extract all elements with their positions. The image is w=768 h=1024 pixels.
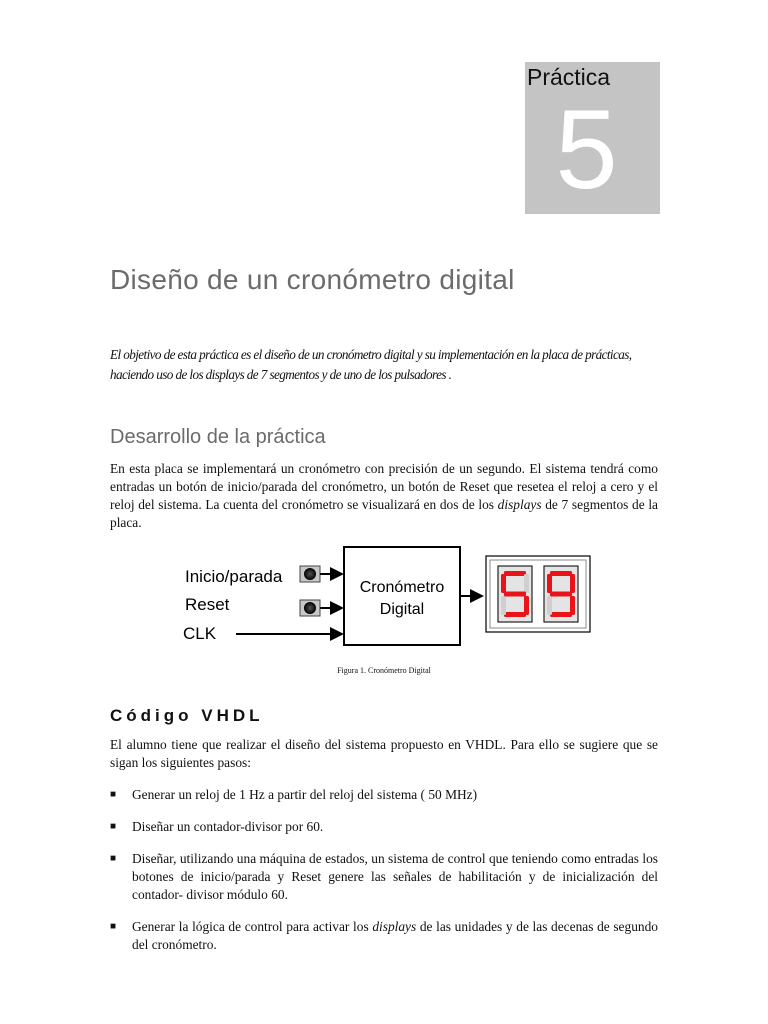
page-title: Diseño de un cronómetro digital (110, 264, 515, 295)
bullet-icon: ■ (110, 821, 117, 832)
input-label-start-stop: Inicio/parada (185, 567, 283, 586)
digit-display-units (544, 566, 578, 622)
segment-e (501, 596, 506, 615)
segment-b (570, 574, 575, 593)
step-item (110, 918, 658, 954)
section-heading-vhdl: Código VHDL (110, 706, 264, 725)
reset-pushbutton-icon (300, 600, 320, 616)
step-item (110, 850, 658, 904)
vhdl-paragraph: El alumno tiene que realizar el diseño del sistema propuesto en VHDL. Para ello se sugiere que se sigan los siguientes pasos: (110, 737, 658, 770)
step-text-emphasis: displays (372, 919, 417, 934)
bullet-icon: ■ (110, 789, 117, 800)
step-text-after: de las unidades y de las decenas de segundo del cronómetro. (132, 919, 658, 952)
stopwatch-block (344, 547, 460, 645)
step-text: Generar un reloj de 1 Hz a partir del reloj del sistema ( 50 MHz) (132, 787, 478, 802)
input-label-reset: Reset (185, 595, 230, 614)
step-text: Diseñar, utilizando una máquina de estados, un sistema de control que teniendo como entradas los botones de inicio/parada y Reset genere las señales de habilitación y de inicialización del contador- divisor módulo 60. (132, 851, 658, 902)
step-item (110, 786, 658, 804)
segment-d (550, 612, 572, 617)
step-text-before: Generar la lógica de control para activar los (132, 919, 373, 934)
input-label-clk: CLK (183, 624, 217, 643)
segment-b (524, 574, 529, 593)
intro-paragraph: El objetivo de esta práctica es el diseño de un cronómetro digital y su implementación en la placa de prácticas, haciendo uso de los displays de 7 segmentos y de uno de los pulsadores . (110, 347, 632, 382)
step-text: Diseñar un contador-divisor por 60. (132, 819, 324, 834)
figure-caption: Figura 1. Cronómetro Digital (337, 666, 431, 675)
step-item (110, 818, 658, 836)
block-label-line2: Digital (379, 601, 425, 618)
segment-g (504, 592, 526, 597)
segment-g (550, 592, 572, 597)
bullet-icon: ■ (110, 921, 117, 932)
segment-e (547, 596, 552, 615)
chapter-label: Práctica (527, 64, 611, 90)
description-paragraph (110, 460, 658, 532)
bullet-icon: ■ (110, 853, 117, 864)
description-text-2: de 7 segmentos de la placa. (110, 497, 658, 530)
description-text-1: En esta placa se implementará un cronómetro con precisión de un segundo. El sistema tendrá como entradas un botón de inicio/parada del cronómetro, un botón de Reset que resetea el reloj a cero y el reloj del sistema. La cuenta del cronómetro se visualizará en dos de los (110, 461, 658, 512)
stopwatch-diagram (178, 540, 598, 650)
segment-f (501, 574, 506, 593)
segment-a (550, 571, 572, 576)
digit-display-tens (498, 566, 532, 622)
block-label-line1: Cronómetro (359, 579, 445, 596)
chapter-number: 5 (555, 87, 618, 212)
segment-d (504, 612, 526, 617)
step-text (132, 919, 658, 952)
chapter-box (525, 62, 660, 214)
segment-f (547, 574, 552, 593)
start-stop-pushbutton-icon (300, 566, 320, 582)
description-emphasis: displays (497, 497, 542, 512)
segment-a (504, 571, 526, 576)
section-heading-desarrollo: Desarrollo de la práctica (110, 426, 326, 448)
steps-list (110, 786, 658, 954)
